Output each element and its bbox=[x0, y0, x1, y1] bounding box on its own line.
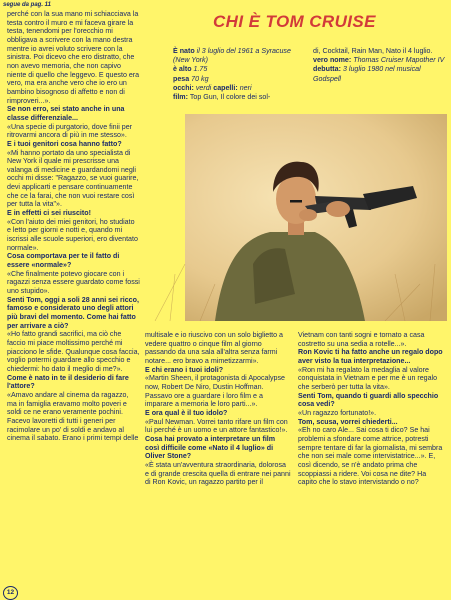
soldier-with-rifle-image bbox=[145, 114, 447, 321]
right-column bbox=[298, 331, 446, 487]
facts-box-right bbox=[313, 47, 447, 84]
interview-question: Senti Tom, oggi a soli 28 anni sei ricco, famoso e considerato uno degli attori più bravi del momento. Come hai fatto per arrivare a ciò? bbox=[7, 295, 139, 330]
interview-answer: perché con la sua mano mi schiacciava la testa contro il muro e mi faceva girare la testa, tenendomi per l'orecchio mi obbligava a scrivere con la mano destra mentre io avrei voluto scrivere con la sinistra. Poi dicevo che ero distratto, che non avevo memoria, che non capivo niente di quello che leggevo. E questo era vero, ma era anche vero che io ero un bambino bisognoso di affetto e non di rimproveri...». bbox=[7, 10, 140, 105]
debut-label: debutta: bbox=[313, 65, 341, 74]
born-label: È nato bbox=[173, 47, 195, 55]
interview-question: Tom, scusa, vorrei chiederti... bbox=[298, 417, 398, 426]
born-value: il 3 luglio del 1961 a Syracuse (New York) bbox=[173, 47, 291, 65]
page-number: 12 bbox=[3, 586, 18, 600]
interview-question: E ora qual è il tuo idolo? bbox=[145, 408, 228, 417]
interview-answer: «Martin Sheen, il protagonista di Apocalypse now, Robert De Niro, Dustin Hoffman. Passavo ore a guardare i loro film e a imparare a memoria le loro parti...». bbox=[145, 374, 285, 409]
interview-answer: «Ron mi ha regalato la medaglia al valore conquistata in Vietnam e per me è un regalo che serberò per tutta la vita». bbox=[298, 365, 438, 391]
realname-value: Thomas Cruiser Mapother IV bbox=[353, 56, 445, 65]
debut-value: 3 luglio 1980 nel musical Godspell bbox=[313, 65, 421, 83]
interview-question: Cosa hai provato a interpretare un film così difficile come «Nato il 4 luglio» di Oliver Stone? bbox=[145, 434, 276, 461]
page-title: CHI È TOM CRUISE bbox=[213, 12, 376, 31]
weight-label: pesa bbox=[173, 74, 190, 83]
interview-answer: «Paul Newman. Vorrei tanto rifare un film con lui perché è un uomo e un attore fantastico!». bbox=[145, 417, 288, 435]
left-column bbox=[7, 10, 140, 443]
hair-label: capelli: bbox=[213, 83, 238, 92]
films-continued: di, Cocktail, Rain Man, Nato il 4 luglio. bbox=[313, 47, 433, 55]
films-label: film: bbox=[173, 93, 188, 102]
hair-value: neri bbox=[239, 83, 252, 92]
interview-question: Se non erro, sei stato anche in una classe differenziale... bbox=[7, 105, 125, 122]
interview-question: E in effetti ci sei riuscito! bbox=[7, 209, 91, 218]
realname-label: vero nome: bbox=[313, 56, 352, 65]
middle-column bbox=[145, 331, 291, 487]
eyes-value: verdi bbox=[195, 83, 212, 92]
interview-answer: «Un ragazzo fortunato!». bbox=[298, 408, 377, 417]
height-value: 1.75 bbox=[193, 65, 208, 74]
actor-photo bbox=[145, 114, 447, 321]
interview-answer: «È stata un'avventura straordinaria, dolorosa e di grande crescita quella di entrare nei panni di Ron Kovic, un ragazzo partito per il bbox=[145, 460, 291, 487]
facts-box-left bbox=[173, 47, 303, 102]
continuation-note: segue da pag. 11 bbox=[3, 2, 51, 8]
height-label: è alto bbox=[173, 65, 192, 74]
interview-answer: Vietnam con tanti sogni e tornato a casa costretto su una sedia a rotelle...». bbox=[298, 331, 425, 348]
interview-answer: «Con l'aiuto dei miei genitori, ho studiato e letto per giorni e notti e, quando mi iscrissi alle scuole superiori, ero diventato normale». bbox=[7, 217, 138, 252]
interview-question: Come è nato in te il desiderio di fare l'attore? bbox=[7, 373, 129, 391]
interview-question: Senti Tom, quando ti guardi allo specchio cosa vedi? bbox=[298, 391, 439, 409]
interview-answer: «Ho fatto grandi sacrifici, ma ciò che faccio mi piace moltissimo perché mi piacciono le sfide. Qualunque cosa faccia, voglio potermi guardare allo specchio e chiedermi: ho dato il meglio di me?». bbox=[7, 330, 140, 373]
films-value: Top Gun, Il colore dei sol- bbox=[189, 93, 271, 102]
interview-question: E i tuoi genitori cosa hanno fatto? bbox=[7, 139, 122, 148]
interview-question: Ron Kovic ti ha fatto anche un regalo dopo aver visto la tua interpretazione... bbox=[298, 348, 443, 365]
interview-answer: «Mi hanno portato da uno specialista di New York il quale mi prescrisse una valanga di medicine e guardandomi negli occhi mi disse: "Ragazzo, se vuoi guarire, devi applicarti e pensare continuamente che ce la farai, che non vuoi restare così per tutta la vita"». bbox=[7, 148, 139, 209]
interview-answer: multisale e io riuscivo con un solo biglietto a vedere quattro o cinque film al giorno passando da una sala all'altra senza farmi notare... ero bravo a mimetizzarmi». bbox=[145, 331, 284, 365]
weight-value: 70 kg bbox=[191, 74, 209, 83]
interview-answer: «Una specie di purgatorio, dove finii per ritrovarmi ancora di più in me stesso». bbox=[7, 122, 133, 140]
eyes-label: occhi: bbox=[173, 83, 194, 92]
interview-question: Cosa comportava per te il fatto di essere «normale»? bbox=[7, 252, 120, 270]
interview-answer: «Che finalmente potevo giocare con i ragazzi senza essere guardato come fossi uno stupido». bbox=[7, 269, 140, 295]
interview-answer: «Eh no caro Ale... Sai cosa ti dico? Se hai problemi a sfondare come attrice, potresti sempre tentare di far la giornalista, mi sembra che non sei male come intervistatrice...». E, così dicendo, se n'è andato prima che scoppiassi a ridere. Voi cosa ne dite? Ha capito che lo stavo intervistando o no? bbox=[298, 426, 443, 487]
interview-answer: «Amavo andare al cinema da ragazzo, ma in famiglia eravamo molto poveri e soldi ce ne erano veramente pochini. Facevo lavoretti di tutti i generi per racimolare un po' di soldi e andavo al cinema il sabato. Erano i primi tempi delle bbox=[7, 390, 139, 443]
interview-question: E chi erano i tuoi idoli? bbox=[145, 365, 224, 374]
